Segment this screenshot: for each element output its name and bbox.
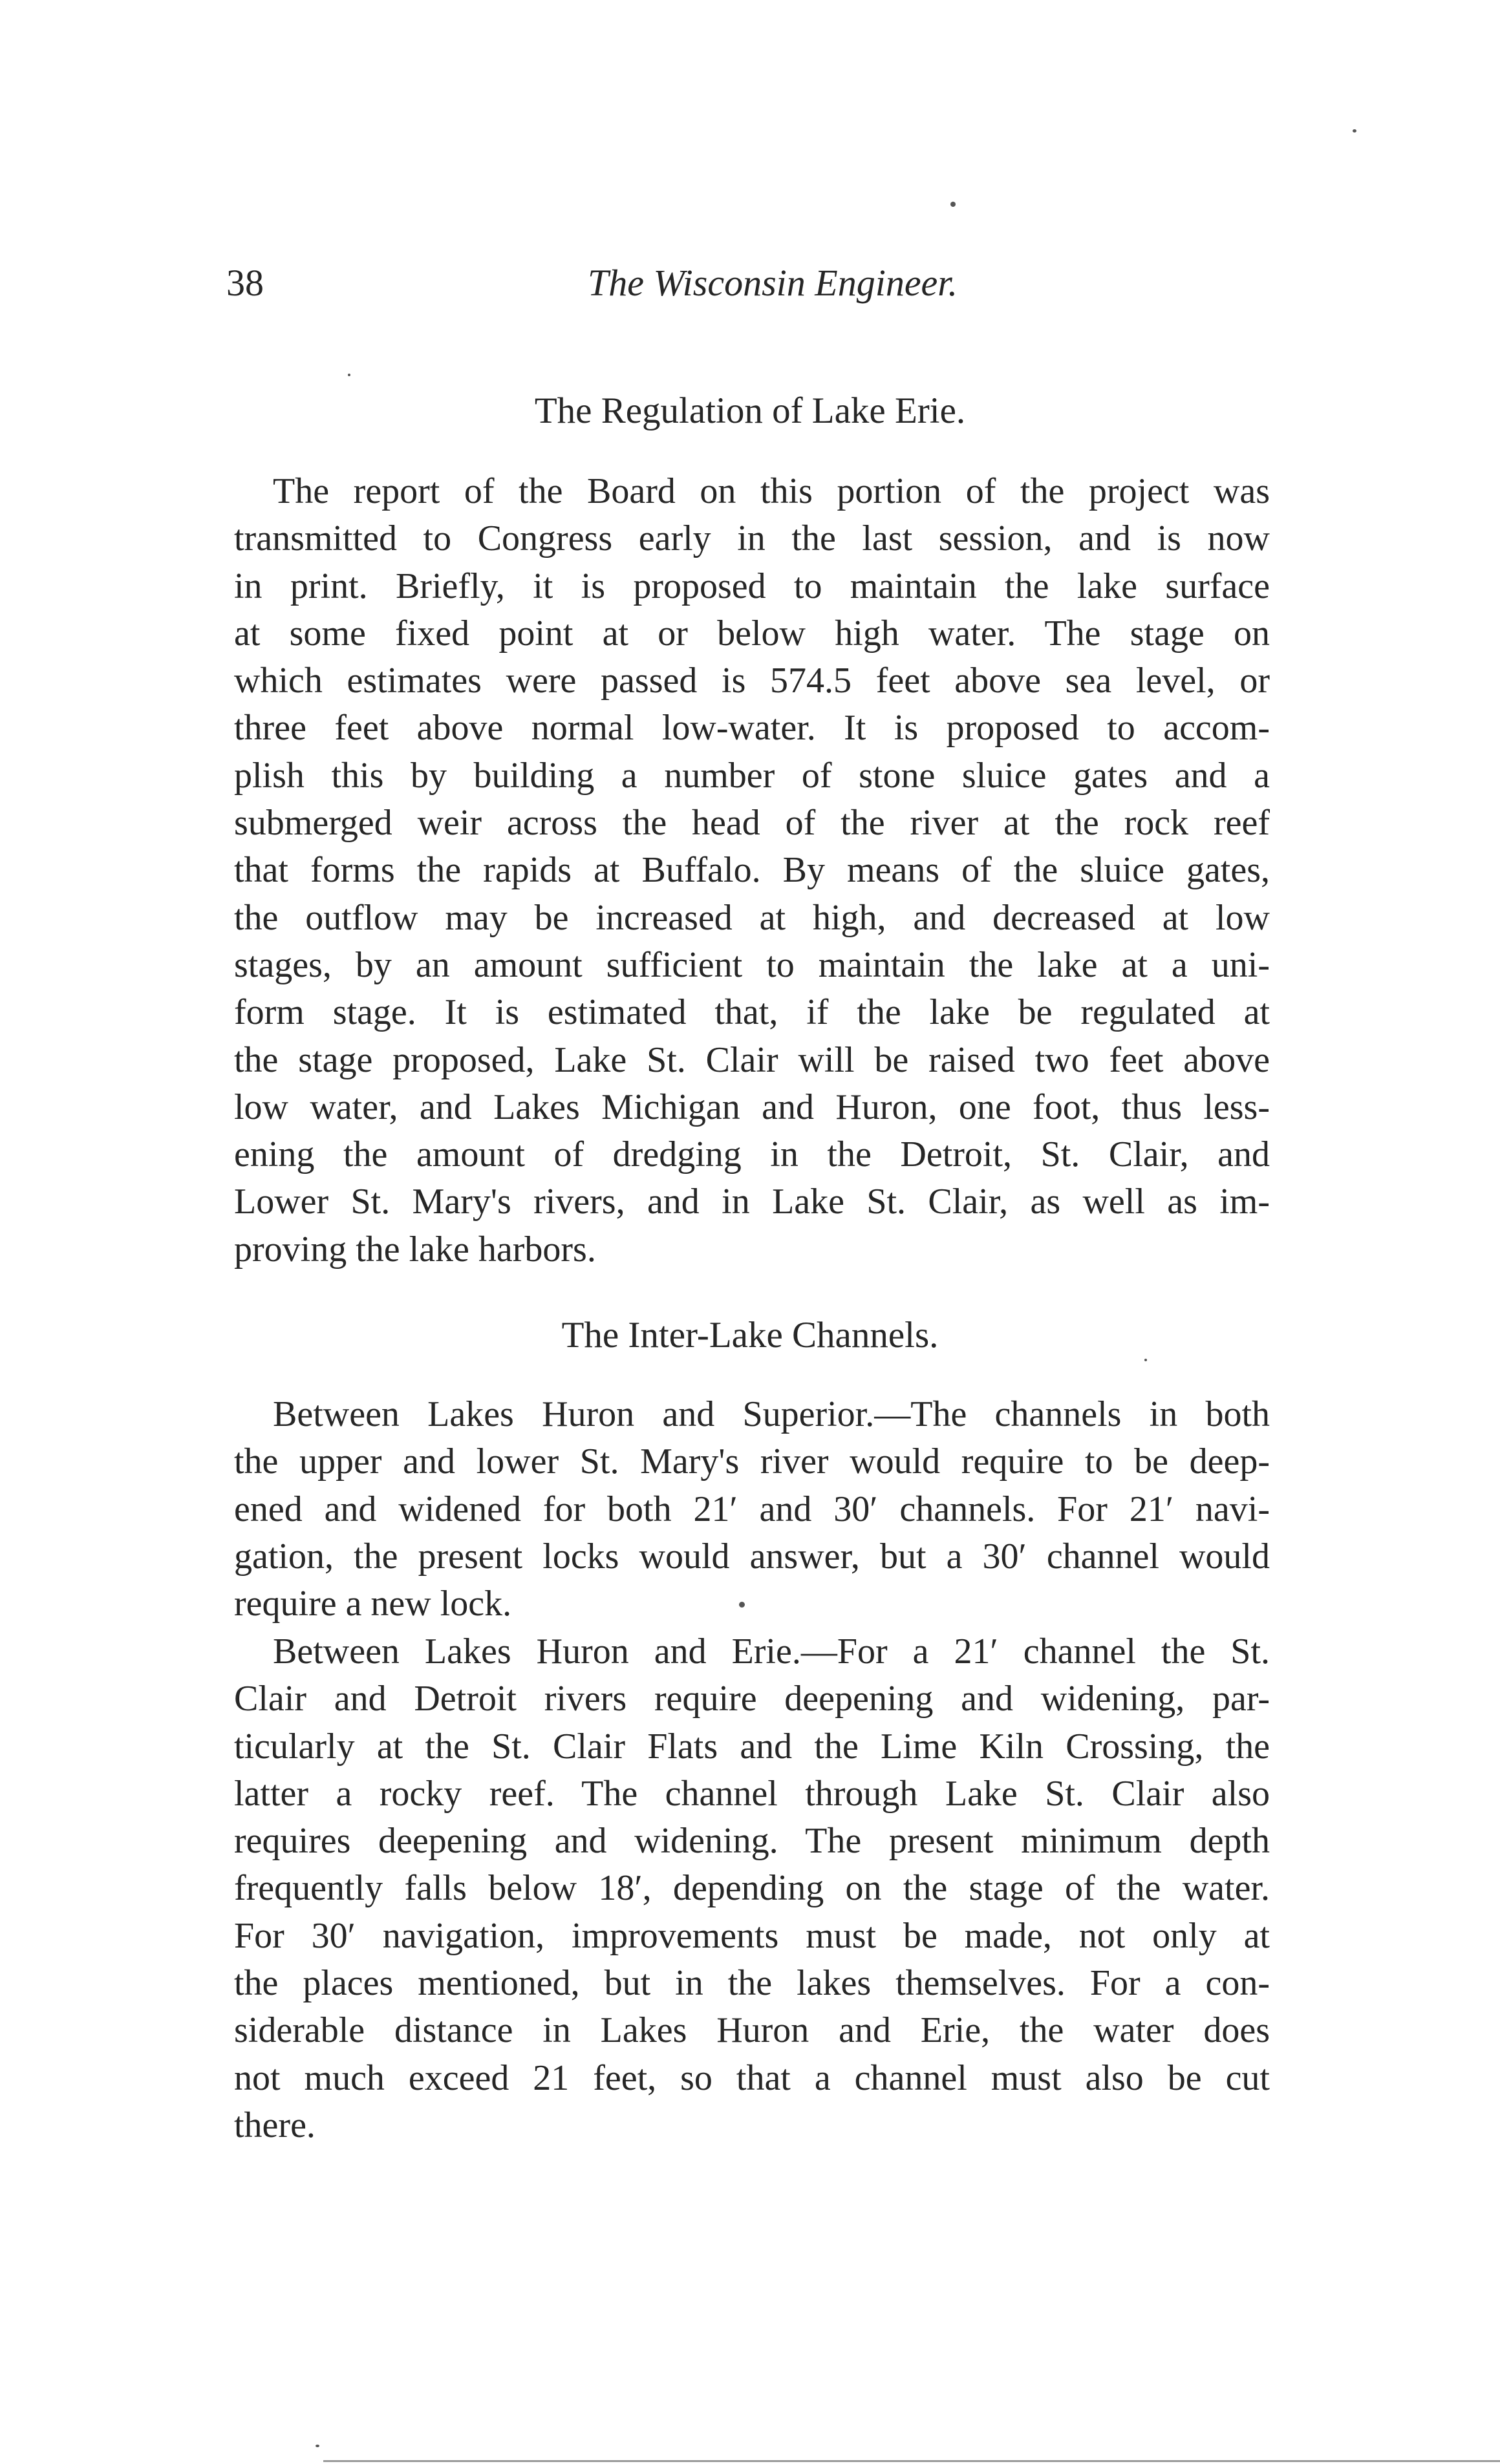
text-line: gation, the present locks would answer, but a 30′ channel would bbox=[234, 1536, 1270, 1577]
text-line: Lower St. Mary's rivers, and in Lake St. Clair, as well as im- bbox=[234, 1182, 1270, 1222]
paragraph-regulation bbox=[234, 468, 1270, 1273]
text-line: Between Lakes Huron and Superior.—The channels in both bbox=[273, 1394, 1270, 1434]
running-head bbox=[226, 257, 1267, 309]
paragraph-huron-superior bbox=[234, 1391, 1270, 1628]
text-line: requires deepening and widening. The present minimum depth bbox=[234, 1821, 1270, 1862]
text-line: latter a rocky reef. The channel through Lake St. Clair also bbox=[234, 1773, 1270, 1814]
section-heading-regulation: The Regulation of Lake Erie. bbox=[534, 390, 966, 431]
page-number: 38 bbox=[226, 262, 264, 304]
text-line: three feet above normal low-water. It is proposed to accom- bbox=[234, 708, 1270, 749]
text-line: Between Lakes Huron and Erie.—For a 21′ channel the St. bbox=[273, 1631, 1270, 1672]
text-line: require a new lock. bbox=[234, 1584, 512, 1624]
text-line: the stage proposed, Lake St. Clair will be raised two feet above bbox=[234, 1039, 1270, 1080]
scan-speck bbox=[316, 2445, 319, 2447]
scan-speck bbox=[1353, 129, 1356, 133]
paragraph-huron-erie bbox=[234, 1628, 1270, 2149]
text-line: in print. Briefly, it is proposed to maintain the lake surface bbox=[234, 566, 1270, 606]
text-line: the places mentioned, but in the lakes themselves. For a con- bbox=[234, 1963, 1270, 2004]
text-line: the upper and lower St. Mary's river would require to be deep- bbox=[234, 1441, 1270, 1482]
text-line: that forms the rapids at Buffalo. By means of the sluice gates, bbox=[234, 850, 1270, 891]
text-line: ening the amount of dredging in the Detroit, St. Clair, and bbox=[234, 1134, 1270, 1175]
scan-speck bbox=[1144, 1359, 1147, 1361]
text-line: which estimates were passed is 574.5 feet above sea level, or bbox=[234, 661, 1270, 701]
text-line: submerged weir across the head of the river at the rock reef bbox=[234, 803, 1270, 844]
text-line: low water, and Lakes Michigan and Huron, one foot, thus less- bbox=[234, 1087, 1270, 1127]
scan-speck bbox=[950, 202, 956, 207]
text-line: not much exceed 21 feet, so that a channel must also be cut bbox=[234, 2057, 1270, 2098]
text-line: Clair and Detroit rivers require deepening and widening, par- bbox=[234, 1679, 1270, 1719]
section-heading-interlake: The Inter-Lake Channels. bbox=[561, 1315, 939, 1355]
text-line: the outflow may be increased at high, and decreased at low bbox=[234, 897, 1270, 938]
text-line: siderable distance in Lakes Huron and Erie, the water does bbox=[234, 2010, 1270, 2051]
text-line: transmitted to Congress early in the last session, and is now bbox=[234, 518, 1270, 559]
text-line: ticularly at the St. Clair Flats and the Lime Kiln Crossing, the bbox=[234, 1726, 1270, 1767]
text-line: frequently falls below 18′, depending on the stage of the water. bbox=[234, 1868, 1270, 1909]
scan-speck bbox=[348, 374, 350, 376]
text-line: form stage. It is estimated that, if the lake be regulated at bbox=[234, 992, 1270, 1033]
text-line: proving the lake harbors. bbox=[234, 1229, 596, 1269]
text-line: there. bbox=[234, 2105, 316, 2145]
journal-title: The Wisconsin Engineer. bbox=[588, 262, 958, 304]
text-line: For 30′ navigation, improvements must be made, not only at bbox=[234, 1915, 1270, 1956]
scan-speck bbox=[739, 1602, 745, 1608]
text-line: plish this by building a number of stone sluice gates and a bbox=[234, 755, 1270, 796]
text-line: stages, by an amount sufficient to maintain the lake at a uni- bbox=[234, 944, 1270, 985]
text-line: ened and widened for both 21′ and 30′ channels. For 21′ navi- bbox=[234, 1489, 1270, 1529]
text-line: at some fixed point at or below high water. The stage on bbox=[234, 613, 1270, 653]
bottom-edge-line bbox=[323, 2460, 1500, 2462]
text-line: The report of the Board on this portion of the project was bbox=[273, 471, 1270, 511]
